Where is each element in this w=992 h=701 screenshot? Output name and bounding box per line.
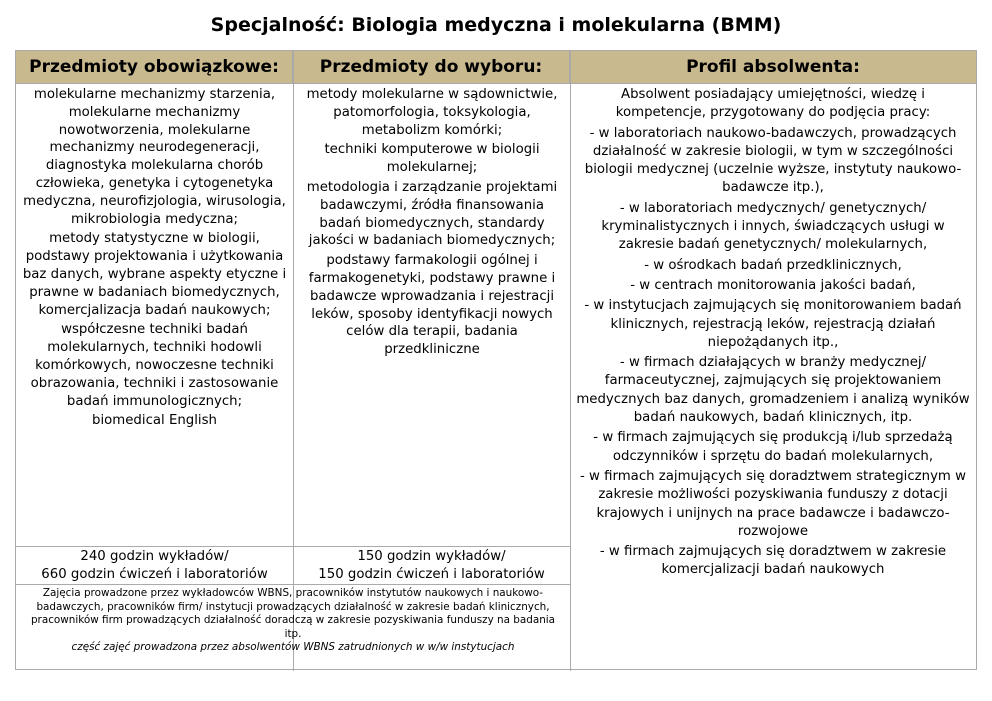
list-item: metodologia i zarządzanie projektami badawczymi, źródła finansowania badań biomedycznych, standardy jakości w badaniach biomedycznych; bbox=[306, 179, 558, 249]
elective-subjects bbox=[296, 86, 568, 361]
hours-mandatory bbox=[16, 548, 293, 584]
teaching-staff-note bbox=[16, 587, 570, 655]
hours-lectures: 240 godzin wykładów/ bbox=[80, 549, 229, 564]
hours-exercises: 660 godzin ćwiczeń i laboratoriów bbox=[41, 567, 268, 582]
list-item: współczesne techniki badań molekularnych, techniki hodowli komórkowych, nowoczesne techniki obrazowania, techniki i zastosowanie badań immunologicznych; bbox=[30, 322, 279, 409]
hours-exercises: 150 godzin ćwiczeń i laboratoriów bbox=[318, 567, 545, 582]
header-graduate-profile: Profil absolwenta: bbox=[570, 51, 976, 83]
graduate-profile bbox=[572, 86, 974, 582]
divider-vertical-2 bbox=[570, 51, 571, 671]
list-item: - w laboratoriach naukowo-badawczych, prowadzących działalność w zakresie biologii, w tym w szczególności biologii medycznej (uczelnie wyższe, instytuty naukowo-badawcze itp.), bbox=[584, 125, 962, 196]
page-title: Specjalność: Biologia medyczna i molekularna (BMM) bbox=[210, 14, 782, 36]
hours-lectures: 150 godzin wykładów/ bbox=[357, 549, 506, 564]
list-item: - w centrach monitorowania jakości badań, bbox=[630, 277, 916, 293]
note-text: Zajęcia prowadzone przez wykładowców WBNS, pracowników instytutów naukowych i naukowo-badawczych, pracowników firm/ instytucji prowadzących działalność w zakresie badań klinicznych, pracowników firm prowadzących działalność doradczą w zakresie pozyskiwania funduszy na badania itp. bbox=[30, 587, 556, 640]
note-italic: część zajęć prowadzona przez absolwentów WBNS zatrudnionych w w/w instytucjach bbox=[71, 641, 515, 654]
list-item: biomedical English bbox=[92, 413, 217, 429]
divider-hours-top bbox=[16, 546, 570, 547]
list-item: molekularne mechanizmy starzenia, molekularne mechanizmy nowotworzenia, molekularne mechanizmy neurodegeneracji, diagnostyka molekularna chorób człowieka, genetyka i cytogenetyka medyczna, neurofizjologia, wirusologia, mikrobiologia medyczna; bbox=[23, 87, 286, 227]
list-item: Absolwent posiadający umiejętności, wiedzę i kompetencje, przygotowany do podjęcia pracy: bbox=[615, 87, 931, 121]
list-item: - w firmach zajmujących się produkcją i/lub sprzedażą odczynników i sprzętu do badań molekularnych, bbox=[593, 430, 953, 464]
list-item: podstawy farmakologii ogólnej i farmakogenetyki, podstawy prawne i badawcze wprowadzania i rejestracji leków, sposoby identyfikacji nowych celów dla terapii, badania przedkliniczne bbox=[308, 253, 556, 358]
list-item: - w ośrodkach badań przedklinicznych, bbox=[644, 257, 902, 273]
list-item: - w firmach zajmujących się doradztwem strategicznym w zakresie możliwości pozyskiwania funduszy z dotacji krajowych i unijnych na prace badawcze i badawczo-rozwojowe bbox=[579, 468, 966, 539]
divider-header bbox=[16, 83, 976, 84]
mandatory-subjects bbox=[16, 86, 293, 432]
list-item: techniki komputerowe w biologii molekularnej; bbox=[324, 142, 540, 176]
hours-elective bbox=[293, 548, 570, 584]
list-item: metody statystyczne w biologii, podstawy projektowania i użytkowania baz danych, wybrane aspekty etyczne i prawne w badaniach biomedycznych, komercjalizacja badań naukowych; bbox=[22, 231, 287, 318]
list-item: - w firmach działających w branży medycznej/ farmaceutycznej, zajmujących się projektowaniem medycznych baz danych, gromadzeniem i analizą wyników badań naukowych, badań klinicznych, itp. bbox=[576, 355, 970, 426]
list-item: - w instytucjach zajmujących się monitorowaniem badań klinicznych, rejestracją leków, rejestracją działań niepożądanych itp., bbox=[584, 298, 962, 350]
list-item: - w firmach zajmujących się doradztwem w zakresie komercjalizacji badań naukowych bbox=[599, 544, 947, 578]
list-item: metody molekularne w sądownictwie, patomorfologia, toksykologia, metabolizm komórki; bbox=[306, 87, 558, 138]
header-mandatory: Przedmioty obowiązkowe: bbox=[16, 51, 293, 83]
header-elective: Przedmioty do wyboru: bbox=[293, 51, 570, 83]
list-item: - w laboratoriach medycznych/ genetycznych/ kryminalistycznych i innych, świadczących usługi w zakresie badań genetycznych/ molekularnych, bbox=[601, 200, 945, 253]
specialization-table bbox=[15, 50, 977, 670]
divider-hours-bottom bbox=[16, 584, 570, 585]
